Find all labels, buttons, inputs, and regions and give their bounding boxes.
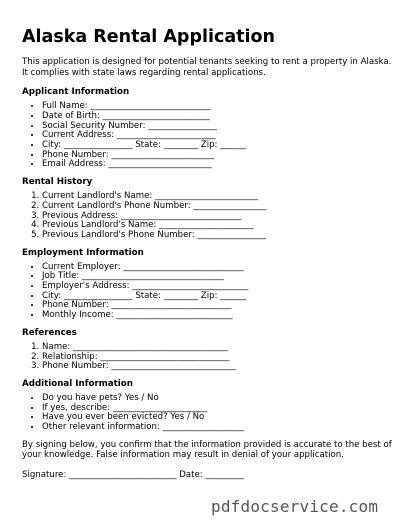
applicant-list [22, 102, 394, 170]
list-item-other-info: • Other relevant information: ___________________ [42, 423, 394, 433]
list-item-job-title: • Job Title: _________________________________ [42, 272, 394, 282]
list-item-evicted: • Have you ever been evicted? Yes / No [42, 413, 394, 423]
document-page [22, 26, 394, 481]
list-item-previous-landlord-phone: 5. Previous Landlord's Phone Number: ________________ [42, 231, 394, 241]
list-item-city-state-zip: • City: ________________ State: ________ Zip: ______ [42, 141, 394, 151]
applicant-heading: Applicant Information [22, 87, 130, 98]
list-item-employer-phone: • Phone Number: ____________________________ [42, 301, 394, 311]
list-item-date-of-birth: • Date of Birth: _________________________ [42, 112, 394, 122]
list-item-monthly-income: • Monthly Income: ___________________________ [42, 311, 394, 321]
closing-paragraph: By signing below, you confirm that the information provided is accurate to the best of your knowledge. False information may result in denial of your application. [22, 439, 392, 461]
rental-history-list [22, 192, 394, 241]
list-item-pets: • Do you have pets? Yes / No [42, 394, 394, 404]
references-list [22, 343, 394, 372]
list-item-reference-name: 1. Name: ____________________________________ [42, 343, 394, 353]
document-title: Alaska Rental Application [22, 27, 275, 47]
list-item-current-address: • Current Address: _______________________ [42, 131, 394, 141]
list-item-previous-address: 3. Previous Address: ____________________________ [42, 212, 394, 222]
employment-heading: Employment Information [22, 247, 144, 258]
employment-list [22, 263, 394, 321]
list-item-employer-address: • Employer's Address: ___________________________ [42, 282, 394, 292]
additional-heading: Additional Information [22, 378, 133, 389]
list-item-reference-relationship: 2. Relationship: ______________________________ [42, 353, 394, 363]
watermark: pdfdocservice.com [211, 497, 379, 516]
additional-list [22, 394, 394, 433]
list-item-full-name: • Full Name: ____________________________ [42, 102, 394, 112]
list-item-employer-city-state-zip: • City: ________________ State: ________ Zip: ______ [42, 292, 394, 302]
list-item-pets-describe: • If yes, describe: ______________________ [42, 404, 394, 414]
references-heading: References [22, 327, 77, 338]
list-item-email: • Email Address: ________________________ [42, 160, 394, 170]
list-item-current-landlord-phone: 2. Current Landlord's Phone Number: _________________ [42, 202, 394, 212]
list-item-reference-phone: 3. Phone Number: _____________________________ [42, 362, 394, 372]
list-item-previous-landlord-name: 4. Previous Landlord's Name: ______________________ [42, 221, 394, 231]
intro-paragraph: This application is designed for potential tenants seeking to rent a property in Alaska. It complies with state laws regarding rental applications. [22, 57, 392, 78]
list-item-current-employer: • Current Employer: ____________________________ [42, 263, 394, 273]
list-item-ssn: • Social Security Number: ________________ [42, 122, 394, 132]
signature-line: Signature: _________________________ Date: _________ [22, 469, 245, 480]
list-item-phone: • Phone Number: ________________________ [42, 151, 394, 161]
rental-history-heading: Rental History [22, 177, 93, 188]
list-item-current-landlord-name: 1. Current Landlord's Name: ________________________ [42, 192, 394, 202]
